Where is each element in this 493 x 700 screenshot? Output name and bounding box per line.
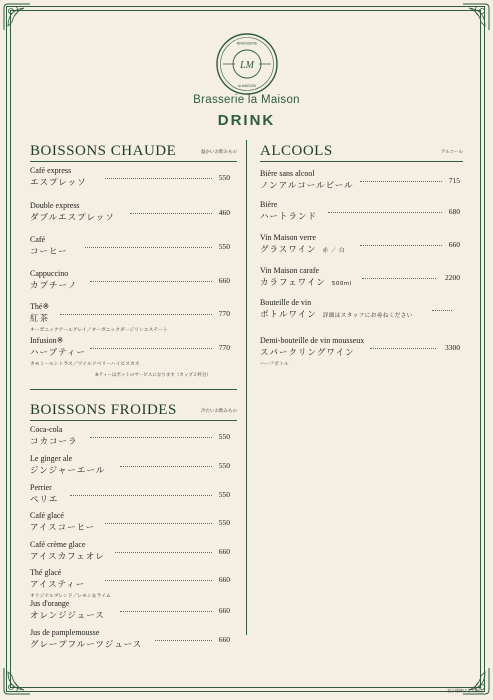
leader-dots [70,495,212,496]
item-price: 715 [448,176,460,185]
item-name-fr: Vin Maison carafe [260,266,320,275]
corner-ornament [2,2,32,32]
leader-dots [130,213,212,214]
item-name-fr: Bouteille de vin [260,298,312,307]
item-description: オーガニックアールグレイ／オーガニックダージリンエステート [30,328,168,333]
menu-item [30,269,230,299]
section-rule [260,161,463,162]
menu-item [30,568,230,598]
item-name-jp: ダブルエスプレッソ [30,213,115,223]
item-name-jp-main: グラスワイン [260,245,317,255]
item-name-fr: Bière [260,200,278,209]
section-hot-header [30,143,237,163]
item-price: 2200 [445,273,460,282]
section-cold-header [30,402,237,422]
item-name-jp: アイスカフェオレ [30,552,105,562]
leader-dots [105,178,212,179]
item-name-fr: Demi-bouteille de vin mousseux [260,336,365,345]
item-name-jp: ペリエ [30,495,59,505]
menu-item [30,454,230,484]
item-name-fr: Thé glacé [30,568,62,577]
item-name-fr: Le ginger ale [30,454,73,463]
item-price: 3300 [445,343,460,352]
item-price: 660 [448,240,460,249]
item-price: 460 [218,208,230,217]
item-description: オリジナルブレンド／レモン＆ライム [30,594,111,599]
leader-dots [432,310,452,311]
item-name-jp: スパークリングワイン [260,348,355,358]
item-variant: 赤 ／ 白 [322,248,345,254]
logo-top-text: BRASSERIE [236,41,258,46]
brasserie-logo [215,32,279,96]
menu-item [30,511,230,541]
item-name-fr: Café glacé [30,511,64,520]
item-name-jp: オレンジジュース [30,611,105,621]
section-note: アルコール [440,150,463,155]
item-description: ハーフボトル [260,362,289,367]
item-price: 660 [218,635,230,644]
item-name-fr: Café [30,235,46,244]
menu-item [260,233,460,263]
section-title: ALCOOLS [260,143,333,159]
menu-item [30,201,230,231]
section-note: 温かいお飲みもの [201,150,237,155]
menu-item [30,540,230,570]
item-name-jp: アイスコーヒー [30,523,96,533]
leader-dots [120,611,212,612]
item-name-jp: ジンジャーエール [30,466,106,476]
leader-dots [105,523,212,524]
menu-item [30,599,230,629]
tea-service-note: ※ティーはポットのサービスになります（カップ２杯分） [95,373,211,378]
item-name-jp: コーヒー [30,247,68,257]
leader-dots [105,580,212,581]
leader-dots [362,278,436,279]
item-variant: 500ml [331,281,352,287]
item-name-fr: Jus d'orange [30,599,70,608]
item-name-fr: Vin Maison verre [260,233,316,242]
menu-item [260,200,460,230]
item-name-jp: アイスティー [30,580,86,590]
item-name-jp [260,308,460,320]
item-price: 660 [218,575,230,584]
item-name-jp: 紅茶 [30,314,50,324]
item-price: 550 [218,242,230,251]
leader-dots [90,348,212,349]
item-price: 550 [218,518,230,527]
menu-item [260,336,460,366]
leader-dots [120,466,212,467]
logo-bottom-text: la MAISON [238,84,256,88]
menu-item [30,302,230,332]
item-price: 770 [218,309,230,318]
section-title: BOISSONS CHAUDE [30,143,177,159]
leader-dots [60,314,212,315]
brand-name: Brasserie la Maison [193,94,300,106]
item-name-jp: ハートランド [260,212,318,222]
item-price: 660 [218,276,230,285]
item-name-jp-main: ボトルワイン [260,310,317,320]
menu-item [30,336,230,366]
item-detail: 詳細はスタッフにお尋ねください [322,313,413,319]
item-name-fr: Jus de pamplemousse [30,628,100,637]
leader-dots [155,640,212,641]
item-price: 680 [448,207,460,216]
item-name-jp: ハーブティー [30,348,86,358]
item-name-fr: Café crème glace [30,540,86,549]
column-divider [246,140,247,635]
item-name-jp: グレープフルーツジュース [30,640,143,650]
menu-item [30,628,230,658]
item-price: 770 [218,343,230,352]
item-price: 550 [218,461,230,470]
item-name-jp: コカコーラ [30,437,78,447]
menu-item [30,166,230,196]
section-title: BOISSONS FROIDES [30,402,177,418]
section-rule [30,389,237,390]
corner-ornament [2,666,32,696]
section-alcohol-header [260,143,463,163]
page-title: DRINK [217,112,276,129]
leader-dots [360,245,442,246]
item-price: 660 [218,606,230,615]
menu-item [260,298,460,328]
item-name-jp: ノンアルコールビール [260,181,354,191]
menu-item [260,266,460,296]
item-description: カモミールシトラス／ワイルドベリーハイビスカス [30,362,140,367]
item-name-fr: Thé※ [30,302,50,311]
item-name-jp: カプチーノ [30,281,78,291]
item-name-fr: Double express [30,201,80,210]
leader-dots [90,437,212,438]
item-name-fr: Infusion※ [30,336,64,345]
tax-note: 表示価格は全て税込 [447,688,483,693]
item-price: 550 [218,432,230,441]
menu-item [30,425,230,455]
leader-dots [115,552,212,553]
section-rule [30,420,237,421]
logo-monogram: LM [240,60,254,71]
item-name-fr: Perrier [30,483,52,492]
leader-dots [370,348,436,349]
leader-dots [360,181,442,182]
section-note: 冷たいお飲みもの [201,409,237,414]
item-name-fr: Café express [30,166,72,175]
item-name-fr: Cappuccino [30,269,69,278]
item-name-jp-main: カラフェワイン [260,278,326,288]
item-price: 550 [218,173,230,182]
section-rule [30,161,237,162]
menu-item [30,235,230,265]
item-name-jp: エスプレッソ [30,178,87,188]
corner-ornament [461,2,491,32]
menu-item [30,483,230,513]
item-name-fr: Coca-cola [30,425,63,434]
leader-dots [85,247,212,248]
leader-dots [90,281,212,282]
menu-item [260,169,460,199]
item-name-fr: Bière sans alcool [260,169,315,178]
leader-dots [328,212,442,213]
item-price: 660 [218,547,230,556]
item-price: 550 [218,490,230,499]
